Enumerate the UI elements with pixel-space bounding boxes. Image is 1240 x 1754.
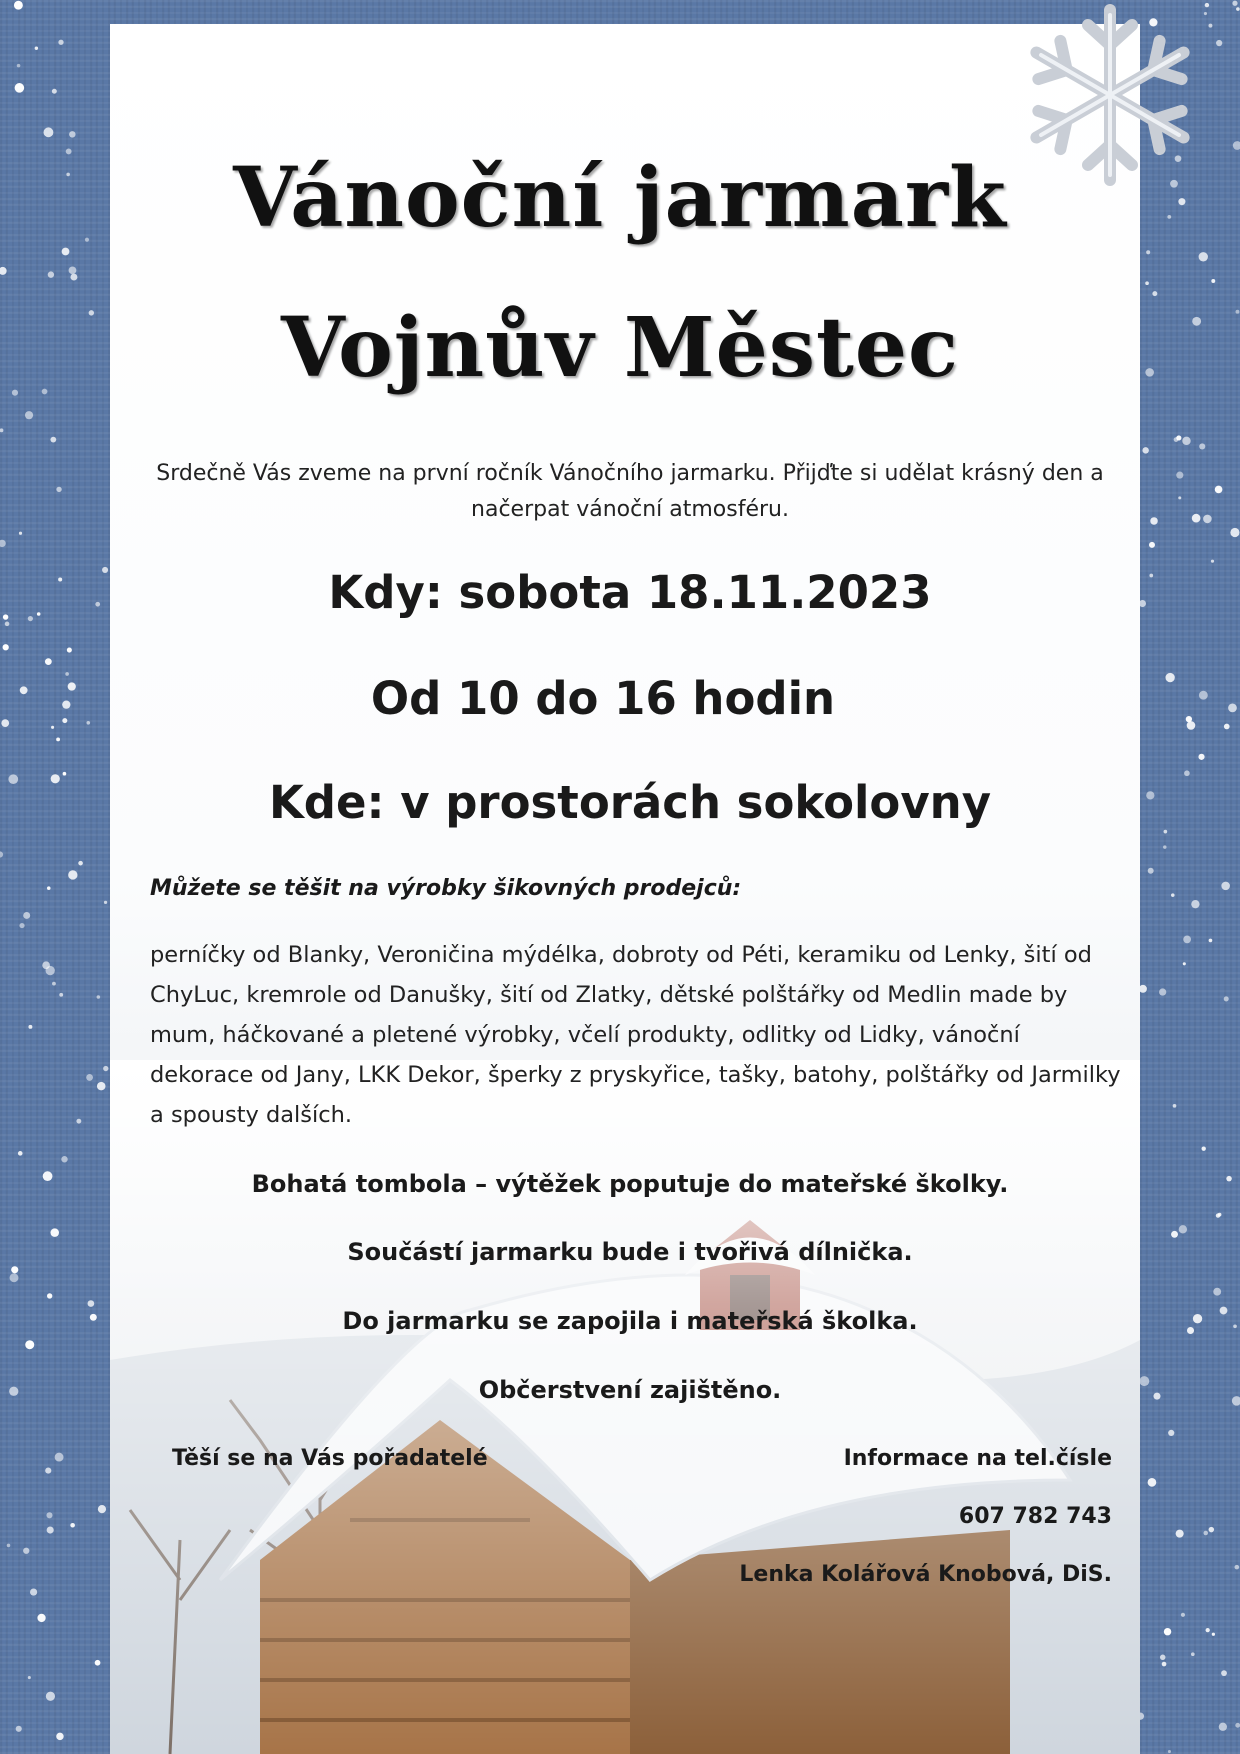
snow-star (28, 1025, 32, 1029)
contact-label: Informace na tel.čísle (843, 1446, 1112, 1471)
snow-star (30, 1588, 37, 1595)
snow-star (0, 851, 3, 857)
snow-star (1173, 1104, 1177, 1108)
snow-star (97, 995, 101, 999)
snow-star (35, 47, 38, 50)
highlight-kindergarten: Do jarmarku se zapojila i mateřská školka. (342, 1307, 918, 1335)
snow-star (104, 901, 107, 904)
highlight-refreshments: Občerstvení zajištěno. (478, 1376, 782, 1404)
snow-star (1211, 560, 1214, 563)
event-date: Kdy: sobota 18.11.2023 (328, 566, 932, 619)
snow-star (103, 1066, 108, 1071)
snow-star (1228, 703, 1237, 712)
snow-star (1233, 141, 1240, 150)
snow-star (86, 1074, 93, 1081)
snow-star (1148, 1478, 1157, 1487)
invitation-text: Srdečně Vás zveme na první ročník Vánočního jarmarku. Přijďte si udělat krásný den a načerpat vánoční atmosféru. (156, 461, 1104, 522)
snow-star (19, 923, 24, 928)
snow-star (1212, 1633, 1215, 1636)
snow-star (56, 487, 61, 492)
snow-star (19, 532, 22, 535)
closing-organizers: Těší se na Vás pořadatelé (172, 1446, 488, 1471)
highlight-workshop: Součástí jarmarku bude i tvořivá dílnička. (347, 1238, 913, 1266)
snow-star (25, 1340, 34, 1349)
snow-star (10, 1273, 19, 1282)
snow-star (68, 870, 77, 879)
snow-star (23, 1548, 29, 1554)
snow-star (1142, 447, 1148, 453)
snow-star (1171, 893, 1175, 897)
snow-star (97, 1082, 106, 1091)
snow-star (1139, 985, 1147, 993)
snow-star (1168, 1750, 1171, 1753)
snow-star (15, 83, 25, 93)
snow-star (1152, 291, 1157, 296)
snow-star (56, 1733, 63, 1740)
snow-star (1230, 528, 1239, 537)
snow-star (52, 982, 56, 986)
snow-star (1191, 900, 1199, 908)
contact-name: Lenka Kolářová Knobová, DiS. (739, 1562, 1112, 1587)
snow-star (17, 64, 21, 68)
snow-star (1168, 1430, 1174, 1436)
contact-phone: 607 782 743 (958, 1504, 1112, 1529)
snow-star (1203, 515, 1212, 524)
snow-star (1148, 868, 1154, 874)
snow-star (1236, 7, 1240, 11)
snow-star (1164, 830, 1168, 834)
event-location: Kde: v prostorách sokolovny (268, 776, 992, 829)
vendors-intro: Můžete se těšit na výrobky šikovných prodejců: (150, 876, 742, 901)
vendors-list: perníčky od Blanky, Veroničina mýdélka, dobroty od Péti, keramiku od Lenky, šití od ChyLuc, kremrole od Danušky, šití od Zlatky, dětské polštářky od Medlin made by mum, háčkované a pletené výrobky, včelí produkty, odlitky od Lidky, vánoční dekorace od Jany, LKK Dekor, šperky z pryskyřice, tašky, batohy, polštářky od Jarmilky a spousty dalších. (150, 942, 1121, 1128)
snow-star (56, 737, 60, 741)
snow-star (45, 658, 52, 665)
highlight-tombola: Bohatá tombola – výtěžek poputuje do mateřské školky. (251, 1170, 1009, 1198)
snow-star (62, 248, 70, 256)
snow-star (67, 648, 72, 653)
snow-star (48, 271, 54, 277)
snow-star (14, 1, 23, 10)
snow-star (50, 437, 56, 443)
snow-star (1198, 754, 1204, 760)
snow-star (0, 540, 6, 547)
snow-star (44, 127, 54, 137)
snow-star (1219, 1723, 1227, 1731)
snow-star (18, 1151, 23, 1156)
snow-star (1202, 1146, 1206, 1150)
snow-star (1162, 1662, 1167, 1667)
event-hours: Od 10 do 16 hodin (370, 672, 836, 725)
snow-star (1176, 472, 1183, 479)
snow-star (1221, 882, 1230, 891)
snow-star (16, 1726, 22, 1732)
snow-star (46, 1692, 55, 1701)
snow-star (1182, 437, 1190, 445)
snow-star (51, 726, 54, 729)
snowy-cabin-illustration (110, 1060, 1140, 1754)
snow-star (37, 1614, 45, 1622)
snow-star (45, 1468, 51, 1474)
snow-star (1183, 962, 1186, 965)
snow-star (28, 1676, 31, 1679)
snow-star (98, 1505, 106, 1513)
snow-star (1191, 1652, 1195, 1656)
snow-star (1206, 1628, 1210, 1632)
snow-star (50, 1228, 59, 1237)
snow-star (1218, 1213, 1222, 1217)
snow-star (1199, 443, 1205, 449)
snow-star (23, 912, 30, 919)
snow-star (1146, 250, 1150, 254)
snow-star (1215, 486, 1223, 494)
snow-star (3, 644, 9, 650)
snow-star (46, 1512, 52, 1518)
snow-star (1224, 996, 1229, 1001)
title-line-2: Vojnův Městec (281, 300, 959, 396)
snow-star (78, 861, 83, 866)
snow-star (1203, 1531, 1208, 1536)
snow-star (11, 1266, 18, 1273)
snow-star (1159, 988, 1166, 995)
snow-star (1232, 1, 1237, 6)
snow-star (1160, 1655, 1165, 1660)
snow-star (1224, 724, 1230, 730)
snow-star (1213, 1288, 1221, 1296)
snow-star (52, 89, 57, 94)
snow-star (1221, 1670, 1227, 1676)
snow-star (1183, 936, 1191, 944)
snow-star (69, 131, 75, 137)
snow-star (1174, 437, 1179, 442)
snow-star (1164, 1628, 1171, 1635)
snow-star (47, 1293, 52, 1298)
snow-star (47, 886, 51, 890)
snow-star (69, 266, 77, 274)
snow-star (1171, 1231, 1178, 1238)
snow-star (61, 1156, 67, 1162)
snow-star (5, 622, 10, 627)
snow-star (95, 1660, 101, 1666)
snow-star (59, 993, 63, 997)
snow-star (47, 1526, 54, 1533)
snow-star (0, 428, 3, 432)
snow-star (1163, 845, 1166, 848)
snow-star (25, 411, 33, 419)
snow-star (70, 274, 77, 281)
snow-star (1176, 1530, 1184, 1538)
snow-star (1209, 939, 1213, 943)
snow-star (1192, 514, 1201, 523)
snow-star (1181, 1613, 1185, 1617)
snow-star (46, 966, 55, 975)
snow-star (1209, 1527, 1214, 1532)
snow-star (58, 40, 63, 45)
snow-star (55, 1453, 64, 1462)
snow-star (63, 772, 67, 776)
snow-star (1235, 1565, 1240, 1570)
snow-star (1150, 517, 1157, 524)
snow-star (1199, 252, 1208, 261)
snow-star (1178, 496, 1181, 499)
snow-star (1145, 281, 1149, 285)
snow-star (7, 1544, 11, 1548)
snow-star (0, 267, 7, 275)
snow-star (88, 1300, 95, 1307)
snow-star (76, 1119, 81, 1124)
title-line-1: Vánoční jarmark (233, 150, 1007, 246)
snow-star (1179, 1225, 1187, 1233)
snow-star (70, 1523, 75, 1528)
snow-star (1235, 1723, 1240, 1728)
snow-star (1149, 542, 1155, 548)
snow-star (1211, 279, 1215, 283)
